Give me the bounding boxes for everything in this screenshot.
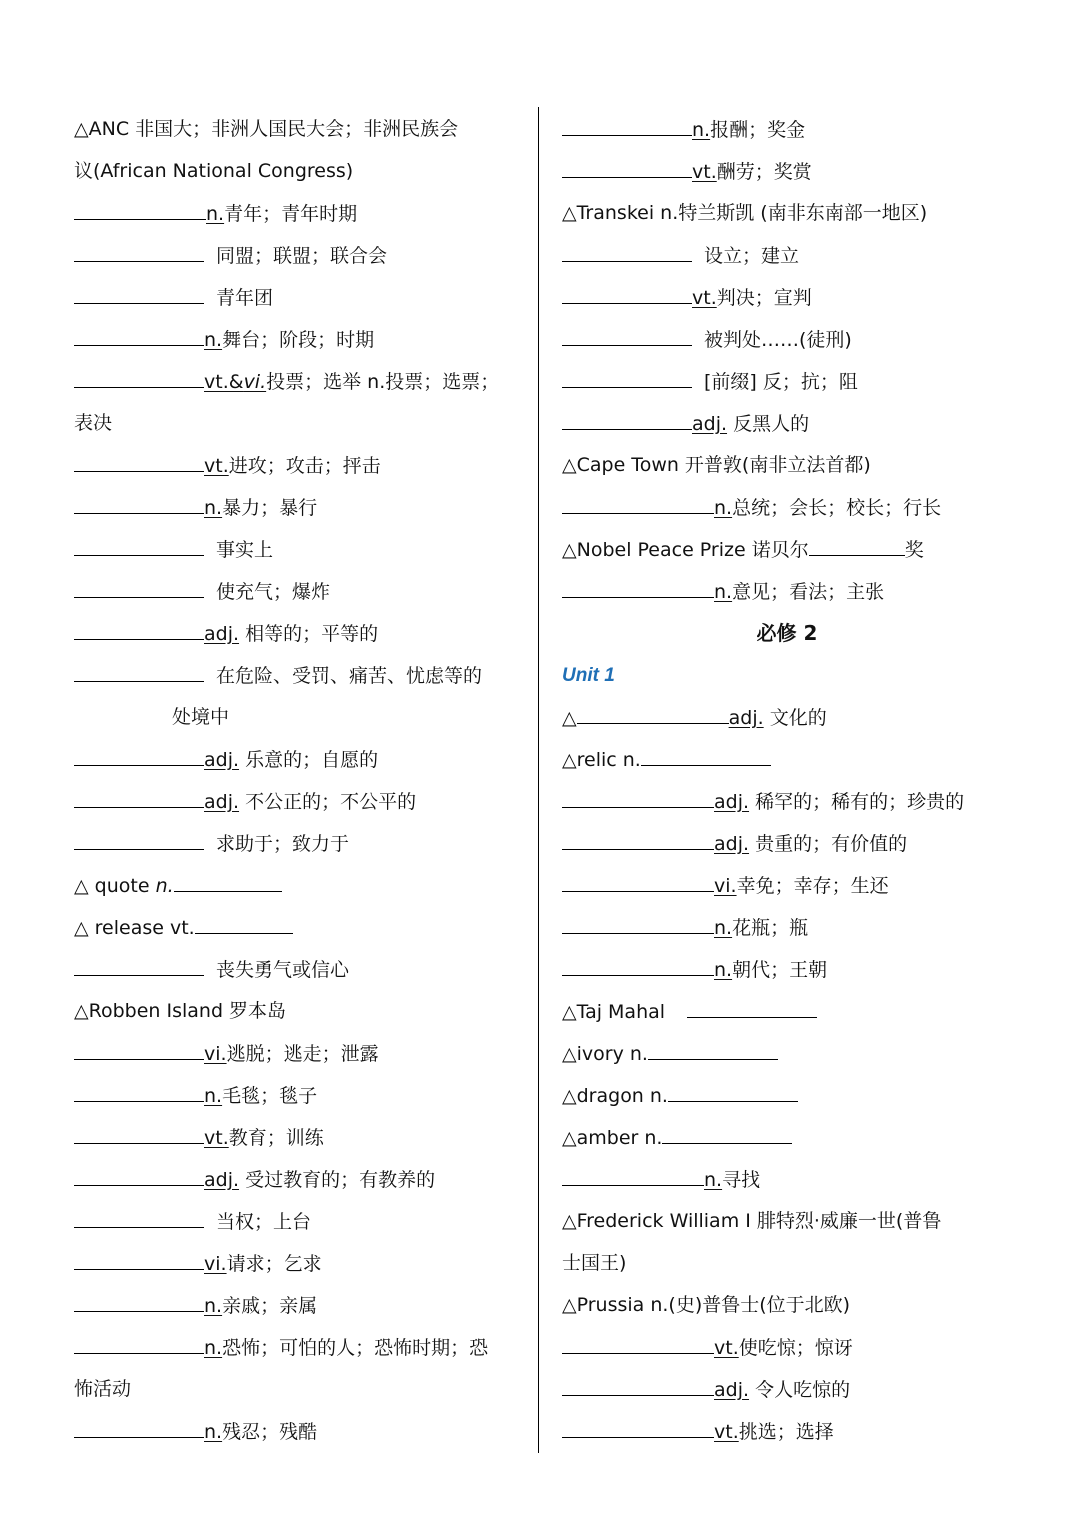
definition: 亲戚；亲属 — [222, 1295, 318, 1317]
part-of-speech: vi. — [204, 1253, 227, 1275]
vocab-line — [74, 654, 524, 696]
answer-blank[interactable] — [174, 864, 282, 892]
part-of-speech: n. — [204, 329, 223, 351]
part-of-speech: n. — [714, 497, 733, 519]
vocab-line — [562, 528, 1012, 570]
entry-text: △ — [562, 707, 577, 729]
definition: 恐怖；可怕的人；恐怖时期；恐 — [222, 1337, 489, 1359]
answer-blank[interactable] — [74, 234, 204, 262]
answer-blank[interactable] — [74, 780, 204, 808]
vocab-line — [562, 276, 1012, 318]
entry-text: △ivory n. — [562, 1043, 648, 1065]
definition: 花瓶；瓶 — [732, 917, 809, 939]
vocab-line — [562, 192, 1012, 234]
vocab-line — [74, 1284, 524, 1326]
vocab-line — [74, 1074, 524, 1116]
entry-text: △Transkei n.特兰斯凯 (南非东南部一地区) — [562, 202, 928, 224]
answer-blank[interactable] — [74, 1116, 204, 1144]
definition: 青年；青年时期 — [224, 203, 358, 225]
part-of-speech: n. — [714, 917, 733, 939]
vocab-line — [74, 192, 524, 234]
vocab-line — [74, 444, 524, 486]
answer-blank[interactable] — [562, 1158, 704, 1186]
vocab-line — [562, 1368, 1012, 1410]
vocab-line — [74, 318, 524, 360]
entry-text: △ANC 非国大；非洲人国民大会；非洲民族会 — [74, 118, 459, 140]
vocab-line — [562, 1284, 1012, 1326]
answer-blank[interactable] — [577, 696, 729, 724]
answer-blank[interactable] — [562, 864, 714, 892]
definition: 丧失勇气或信心 — [216, 959, 350, 981]
definition: 残忍；残酷 — [222, 1421, 318, 1443]
definition: 被判处……(徒刑) — [704, 329, 852, 351]
answer-blank[interactable] — [562, 276, 692, 304]
part-of-speech: n. — [204, 1295, 223, 1317]
entry-text: △Nobel Peace Prize 诺贝尔 — [562, 539, 809, 561]
answer-blank[interactable] — [662, 1116, 792, 1144]
definition: 当权；上台 — [216, 1211, 312, 1233]
part-of-speech: n. — [204, 497, 223, 519]
answer-blank[interactable] — [74, 318, 204, 346]
vocab-line — [74, 1200, 524, 1242]
vocab-line — [74, 570, 524, 612]
answer-blank[interactable] — [74, 360, 204, 388]
vocab-line — [562, 948, 1012, 990]
answer-blank[interactable] — [562, 1326, 714, 1354]
definition: 朝代；王朝 — [732, 959, 828, 981]
part-of-speech: n. — [204, 1085, 223, 1107]
answer-blank[interactable] — [562, 486, 714, 514]
vocab-line — [562, 1242, 1012, 1284]
part-of-speech: adj. — [714, 833, 750, 855]
vocab-line — [74, 780, 524, 822]
entry-text: △amber n. — [562, 1127, 663, 1149]
part-of-speech: n. — [204, 1421, 223, 1443]
definition: 使吃惊；惊讶 — [738, 1337, 853, 1359]
part-of-speech: adj. — [692, 413, 728, 435]
part-of-speech: adj. — [204, 791, 240, 813]
vocab-line — [74, 990, 524, 1032]
vocab-line — [562, 1158, 1012, 1200]
answer-blank[interactable] — [74, 486, 204, 514]
definition: 幸免；幸存；生还 — [736, 875, 889, 897]
vocab-line — [562, 864, 1012, 906]
answer-blank[interactable] — [74, 654, 204, 682]
entry-text: △Frederick William I 腓特烈·威廉一世(普鲁 — [562, 1210, 942, 1232]
vocab-line — [562, 780, 1012, 822]
definition: 设立；建立 — [704, 245, 800, 267]
part-of-speech: vt. — [714, 1337, 739, 1359]
answer-blank[interactable] — [562, 906, 714, 934]
left-column — [74, 108, 524, 1452]
definition: 稀罕的；稀有的；珍贵的 — [755, 791, 965, 813]
answer-blank[interactable] — [74, 276, 204, 304]
vocab-line — [562, 360, 1012, 402]
part-of-speech: adj. — [204, 623, 240, 645]
answer-blank[interactable] — [562, 402, 692, 430]
entry-text: △Taj Mahal — [562, 1001, 666, 1023]
vocab-line — [562, 738, 1012, 780]
answer-blank[interactable] — [74, 1284, 204, 1312]
part-of-speech: vi. — [204, 1043, 227, 1065]
answer-blank[interactable] — [687, 990, 817, 1018]
part-of-speech: n. — [692, 119, 711, 141]
answer-blank[interactable] — [74, 192, 206, 220]
part-of-speech: adj. — [204, 1169, 240, 1191]
definition: 处境中 — [172, 706, 230, 728]
definition: [前缀] 反；抗；阻 — [704, 371, 858, 393]
definition: 求助于；致力于 — [216, 833, 350, 855]
answer-blank[interactable] — [562, 1368, 714, 1396]
definition: 进攻；攻击；抨击 — [228, 455, 381, 477]
answer-blank[interactable] — [562, 780, 714, 808]
vocab-line — [74, 612, 524, 654]
vocab-line — [74, 1032, 524, 1074]
answer-blank[interactable] — [74, 1158, 204, 1186]
definition: 表决 — [74, 412, 113, 434]
unit-line — [562, 654, 1012, 696]
definition: 投票；选举 n.投票；选票； — [266, 371, 500, 393]
entry-text: △Robben Island 罗本岛 — [74, 1000, 287, 1022]
definition: 文化的 — [769, 707, 827, 729]
part-of-speech: n. — [714, 581, 733, 603]
part-of-speech: adj. — [204, 749, 240, 771]
answer-blank[interactable] — [562, 318, 692, 346]
answer-blank[interactable] — [641, 738, 771, 766]
vocab-line — [74, 1368, 524, 1410]
definition: 令人吃惊的 — [755, 1379, 851, 1401]
answer-blank[interactable] — [562, 234, 692, 262]
answer-blank[interactable] — [74, 570, 204, 598]
definition: 总统；会长；校长；行长 — [732, 497, 942, 519]
entry-text: △dragon n. — [562, 1085, 668, 1107]
vocab-line — [562, 402, 1012, 444]
column-divider — [538, 107, 539, 1453]
part-of-speech: n. — [204, 1337, 223, 1359]
entry-text: △ quote — [74, 875, 156, 897]
definition: 意见；看法；主张 — [732, 581, 885, 603]
vocab-line — [562, 1116, 1012, 1158]
answer-blank[interactable] — [74, 444, 204, 472]
vocab-line — [562, 1200, 1012, 1242]
vocab-line — [562, 990, 1012, 1032]
part-of-speech: adj. — [714, 1379, 750, 1401]
answer-blank[interactable] — [74, 738, 204, 766]
definition: 事实上 — [216, 539, 274, 561]
part-of-speech: vt. — [714, 1421, 739, 1443]
vocab-line — [562, 234, 1012, 276]
vocab-line — [562, 1074, 1012, 1116]
vocab-line — [562, 696, 1012, 738]
answer-blank[interactable] — [562, 822, 714, 850]
answer-blank[interactable] — [668, 1074, 798, 1102]
answer-blank[interactable] — [562, 108, 692, 136]
entry-text: △relic n. — [562, 749, 641, 771]
answer-blank[interactable] — [74, 528, 204, 556]
answer-blank[interactable] — [809, 528, 905, 556]
vocab-line — [74, 1326, 524, 1368]
definition: 毛毯；毯子 — [222, 1085, 318, 1107]
vocab-line — [74, 150, 524, 192]
answer-blank[interactable] — [562, 150, 692, 178]
definition: 舞台；阶段；时期 — [222, 329, 375, 351]
vocab-line — [74, 696, 524, 738]
vocab-line — [74, 822, 524, 864]
vocab-line — [74, 528, 524, 570]
definition: 同盟；联盟；联合会 — [216, 245, 388, 267]
entry-text: 士国王) — [562, 1252, 627, 1274]
vocab-line — [74, 864, 524, 906]
vocab-line — [562, 444, 1012, 486]
entry-text: △Prussia n.(史)普鲁士(位于北欧) — [562, 1294, 851, 1316]
answer-blank[interactable] — [74, 822, 204, 850]
vocab-line — [74, 738, 524, 780]
section-heading — [562, 612, 1012, 654]
vocab-line — [74, 486, 524, 528]
part-of-speech: vi. — [243, 371, 267, 393]
vocab-line — [562, 150, 1012, 192]
definition: 暴力；暴行 — [222, 497, 318, 519]
part-of-speech: adj. — [728, 707, 764, 729]
vocab-line — [562, 1410, 1012, 1452]
definition: 相等的；平等的 — [245, 623, 379, 645]
definition: 青年团 — [216, 287, 274, 309]
vocab-line — [74, 108, 524, 150]
vocab-line — [74, 360, 524, 402]
definition: 判决；宣判 — [716, 287, 812, 309]
answer-blank[interactable] — [74, 1074, 204, 1102]
answer-blank[interactable] — [562, 570, 714, 598]
answer-blank[interactable] — [74, 948, 204, 976]
vocab-line — [562, 570, 1012, 612]
definition: 逃脱；逃走；泄露 — [226, 1043, 379, 1065]
answer-blank[interactable] — [562, 1410, 714, 1438]
definition: 挑选；选择 — [738, 1421, 834, 1443]
vocab-line — [562, 486, 1012, 528]
vocab-line — [74, 948, 524, 990]
answer-blank[interactable] — [74, 612, 204, 640]
definition: 受过教育的；有教养的 — [245, 1169, 436, 1191]
definition: 怖活动 — [74, 1378, 132, 1400]
answer-blank[interactable] — [74, 1200, 204, 1228]
definition: 贵重的；有价值的 — [755, 833, 908, 855]
part-of-speech: vt. — [204, 455, 229, 477]
answer-blank[interactable] — [562, 360, 692, 388]
definition: 教育；训练 — [228, 1127, 324, 1149]
part-of-speech: n. — [155, 875, 174, 897]
vocab-line — [562, 1032, 1012, 1074]
vocab-line — [74, 402, 524, 444]
vocab-line — [74, 906, 524, 948]
right-column — [562, 108, 1012, 1452]
entry-text: △ release vt. — [74, 917, 195, 939]
answer-blank[interactable] — [74, 1242, 204, 1270]
answer-blank[interactable] — [74, 1032, 204, 1060]
definition: 报酬；奖金 — [710, 119, 806, 141]
entry-text: △Cape Town 开普敦(南非立法首都) — [562, 454, 871, 476]
answer-blank[interactable] — [74, 1326, 204, 1354]
definition: 乐意的；自愿的 — [245, 749, 379, 771]
definition: 使充气；爆炸 — [216, 581, 331, 603]
answer-blank[interactable] — [562, 948, 714, 976]
definition: 寻找 — [722, 1169, 761, 1191]
vocab-line — [562, 318, 1012, 360]
definition: 酬劳；奖赏 — [716, 161, 812, 183]
entry-text: 议(African National Congress) — [74, 160, 354, 182]
answer-blank[interactable] — [74, 1410, 204, 1438]
entry-text: 奖 — [904, 539, 924, 561]
definition: 不公正的；不公平的 — [245, 791, 417, 813]
vocab-line — [562, 108, 1012, 150]
definition: 请求；乞求 — [226, 1253, 322, 1275]
vocab-line — [74, 1242, 524, 1284]
section-title: 必修 2 — [756, 621, 818, 645]
vocab-line — [562, 822, 1012, 864]
answer-blank[interactable] — [648, 1032, 778, 1060]
vocab-line — [74, 1158, 524, 1200]
unit-title: Unit 1 — [562, 665, 615, 686]
part-of-speech: n. — [714, 959, 733, 981]
part-of-speech: vt. — [692, 287, 717, 309]
part-of-speech: vt. — [204, 1127, 229, 1149]
part-of-speech: adj. — [714, 791, 750, 813]
part-of-speech: vt.& — [204, 371, 244, 393]
part-of-speech: n. — [206, 203, 225, 225]
vocab-line — [74, 276, 524, 318]
vocab-line — [562, 1326, 1012, 1368]
vocab-line — [74, 1410, 524, 1452]
vocab-line — [74, 234, 524, 276]
answer-blank[interactable] — [195, 906, 293, 934]
part-of-speech: vt. — [692, 161, 717, 183]
vocab-line — [74, 1116, 524, 1158]
part-of-speech: vi. — [714, 875, 737, 897]
part-of-speech: n. — [704, 1169, 723, 1191]
vocab-line — [562, 906, 1012, 948]
definition: 反黑人的 — [733, 413, 810, 435]
definition: 在危险、受罚、痛苦、忧虑等的 — [216, 665, 483, 687]
